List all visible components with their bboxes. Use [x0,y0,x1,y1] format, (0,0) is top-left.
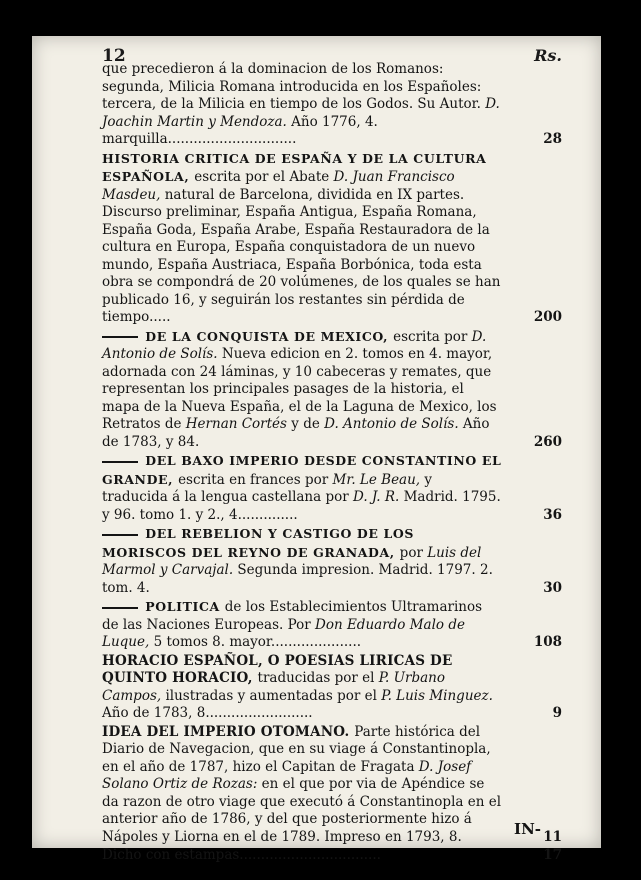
catalog-entry [102,598,562,652]
entry-author: D. Juan Francisco Masdeu, [102,169,455,203]
entry-tail: Segunda impresion. Madrid. 1797. 2. tom. 4. [102,562,493,596]
entry-author: D. Antonio de Solís. [102,328,487,362]
catalog-entry [102,452,562,524]
catalog-entry [102,847,562,865]
entry-title: IDEA DEL IMPERIO OTOMANO. [102,723,355,740]
entry-author: Luis del Marmol y Carvajal. [102,544,482,578]
page-number: 12 [102,46,126,66]
entry-text: escrita en frances por [178,471,333,488]
book-page [32,36,601,863]
entry-tail: ilustradas y aumentadas por el [165,687,382,704]
entry-number: 108 [533,634,562,650]
entry-tail: natural de Barcelona, dividida en IX partes. Discurso preliminar, España Antigua, España Romana, España Goda, España Arabe, España Restauradora de la cultura en Europa, España conquistadora de un nuevo mundo, España Austriaca, España Borbónica, toda esta obra se compondrá de 20 volúmenes, de los quales se han publicado 16, y seguirán los restantes sin pérdida de tiempo..... [102,186,501,325]
entry-text: Parte histórica del Diario de Navegacion, que en su viage á Constantinopla, en el año de 1787, hizo el Capitan de Fragata [102,723,491,775]
entry-author: D. J. R. [352,489,404,505]
entry-author: D. Joachin Martin y Mendoza. [102,96,500,130]
entry-number: 30 [543,579,562,596]
entry-title: HISTORIA CRITICA DE ESPAÑA Y DE LA CULTURA ESPAÑOLA, [102,150,487,184]
entry-text: Dicho con estampas................................. [102,847,381,863]
entry-tail: Año de 1783, 8......................... [102,705,313,721]
entry-title: DEL REBELION Y CASTIGO DE LOS MORISCOS DEL REYNO DE GRANADA, [102,526,414,560]
entry-text: escrita por [393,328,472,345]
ditto-dash [102,534,138,536]
entry-tail: Año 1776, 4. marquilla.............................. [102,113,378,147]
entry-tail: Nueva edicion en 2. tomos en 4. mayor, adornada con 24 láminas, y 10 cabeceras y remates, que representan los principales pasages de la historia, el mapa de la Nueva España, el de la Laguna de Mexico, los Retratos de [102,346,497,432]
entry-title: HORACIO ESPAÑOL, O POESIAS LIRICAS DE QUINTO HORACIO, [102,652,453,686]
entry-tail: y traducida á la lengua castellana por [102,471,433,505]
entry-tail: Año de 1783, y 84. [102,416,490,450]
entry-title: DE LA CONQUISTA DE MEXICO, [145,328,394,344]
entry-number: 28 [543,131,562,147]
entry-number: 17 [543,847,562,863]
entry-number: 260 [533,433,562,450]
catalog-entry [102,61,562,149]
entry-text: por [399,544,428,561]
entry-title: POLITICA [145,599,225,614]
entry-author: D. Josef Solano Ortiz de Rozas: [102,758,472,792]
entry-author: D. Antonio de Solís. [324,416,463,432]
entry-title: DEL BAXO IMPERIO DESDE CONSTANTINO EL GRANDE, [102,453,502,487]
entry-author: P. Urbano Campos, [102,670,445,704]
entry-text: de los Establecimientos Ultramarinos de las Naciones Europeas. Por [102,599,483,633]
catalog-entry [102,652,562,723]
entry-tail: y de [291,416,325,432]
catalog-entry [102,150,562,327]
entry-tail: en el que por via de Apéndice se da razon de otro viage que executó á Constantinopla en el anterior año de 1786, y del que posteriormente hizo á Nápoles y Liorna en el de 1789. Impreso en 1793, 8. [102,776,502,845]
entry-author: Mr. Le Beau, [332,471,425,488]
entry-author: Hernan Cortés [185,416,292,432]
running-mark: Rs. [534,46,562,65]
entry-number: 36 [543,506,562,523]
entry-text: escrita por el Abate [194,169,334,185]
catalog-entry [102,328,562,452]
entry-number: 9 [552,705,562,721]
catchword: IN- [514,820,541,838]
catalog-entry [102,525,562,597]
ditto-dash [102,607,138,609]
catalog-entries [102,61,562,866]
entry-tail: 5 tomos 8. mayor..................... [153,634,362,650]
entry-number: 200 [533,309,562,325]
ditto-dash [102,336,138,338]
catalog-entry [102,723,562,847]
entry-number: 11 [543,828,562,845]
entry-author: P. Luis Minguez. [381,687,493,704]
entry-tail: Madrid. 1795. y 96. tomo 1. y 2., 4.............. [102,489,501,523]
entry-author: Don Eduardo Malo de Luque, [102,616,465,650]
entry-text: que precedieron á la dominacion de los Romanos: segunda, Milicia Romana introducida en los Españoles: tercera, de la Milicia en tiempo de los Godos. Su Autor. [102,61,486,112]
ditto-dash [102,461,138,463]
entry-text: traducidas por el [257,670,379,686]
